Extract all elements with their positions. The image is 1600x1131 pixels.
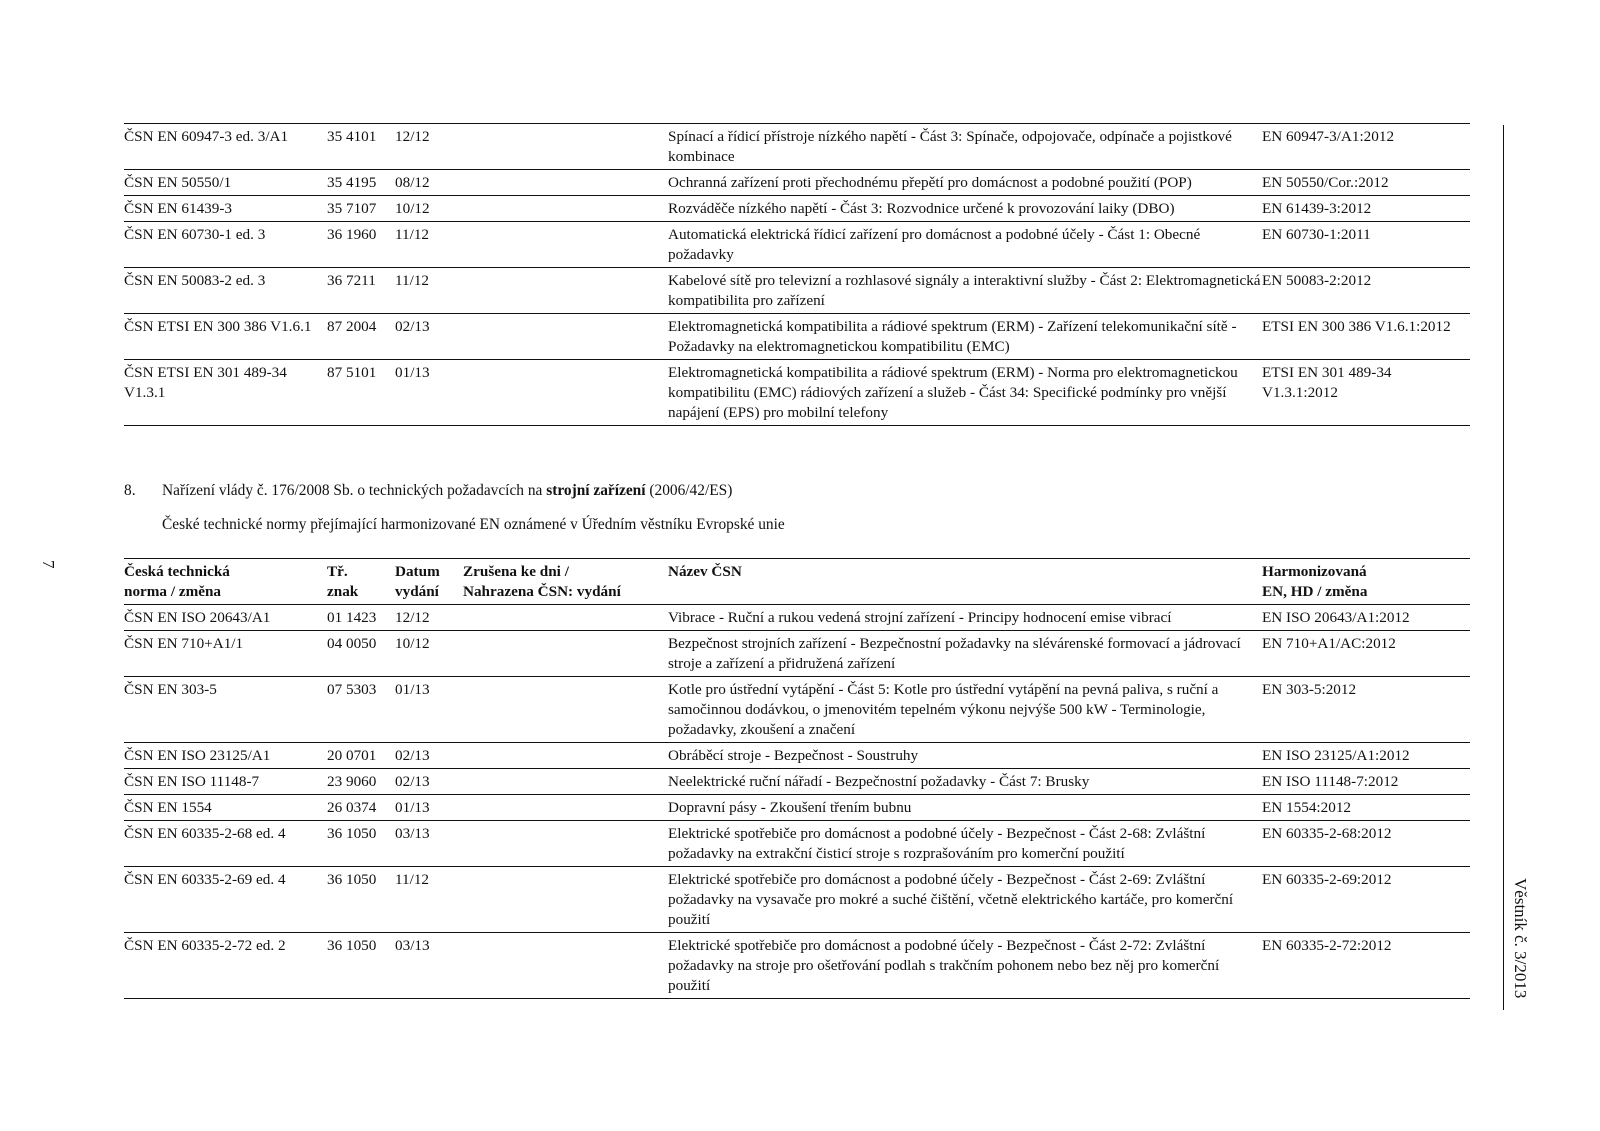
withdrawn-cell xyxy=(463,769,668,795)
withdrawn-cell xyxy=(463,196,668,222)
class-mark-cell: 87 2004 xyxy=(327,314,395,360)
harmonized-cell: EN ISO 20643/A1:2012 xyxy=(1262,605,1470,631)
title-cell: Elektromagnetická kompatibilita a rádiové spektrum (ERM) - Zařízení telekomunikační sítě - Požadavky na elektromagnetickou kompatibilitu (EMC) xyxy=(668,314,1262,360)
date-cell: 01/13 xyxy=(395,360,463,426)
harmonized-cell: EN 710+A1/AC:2012 xyxy=(1262,631,1470,677)
harmonized-cell: EN 1554:2012 xyxy=(1262,795,1470,821)
section-heading xyxy=(124,481,732,501)
harmonized-cell: EN 50083-2:2012 xyxy=(1262,268,1470,314)
date-cell: 10/12 xyxy=(395,196,463,222)
section-subheading: České technické normy přejímající harmonizované EN oznámené v Úředním věstníku Evropské unie xyxy=(162,516,785,533)
withdrawn-cell xyxy=(463,677,668,743)
table-row xyxy=(124,743,1470,769)
date-cell: 12/12 xyxy=(395,124,463,170)
table-row xyxy=(124,268,1470,314)
class-mark-cell: 35 4101 xyxy=(327,124,395,170)
standard-cell: ČSN ETSI EN 301 489-34 V1.3.1 xyxy=(124,360,327,426)
table-row xyxy=(124,222,1470,268)
title-cell: Vibrace - Ruční a rukou vedená strojní zařízení - Principy hodnocení emise vibrací xyxy=(668,605,1262,631)
section-text-after: (2006/42/ES) xyxy=(645,482,733,499)
withdrawn-cell xyxy=(463,867,668,933)
table2-body xyxy=(124,605,1470,999)
section-number: 8. xyxy=(124,482,136,499)
harmonized-cell: EN 61439-3:2012 xyxy=(1262,196,1470,222)
header-harmonized: Harmonizovaná EN, HD / změna xyxy=(1262,559,1470,605)
table-row xyxy=(124,605,1470,631)
title-cell: Dopravní pásy - Zkoušení třením bubnu xyxy=(668,795,1262,821)
standards-table-machinery xyxy=(124,558,1470,999)
class-mark-cell: 87 5101 xyxy=(327,360,395,426)
standards-table-electrical xyxy=(124,123,1470,426)
title-cell: Elektrické spotřebiče pro domácnost a podobné účely - Bezpečnost - Část 2-72: Zvláštní požadavky na stroje pro ošetřování podlah s trakčním pohonem nebo bez něj pro komerční použití xyxy=(668,933,1262,999)
withdrawn-cell xyxy=(463,605,668,631)
table-row xyxy=(124,795,1470,821)
class-mark-cell: 36 1050 xyxy=(327,867,395,933)
withdrawn-cell xyxy=(463,314,668,360)
title-cell: Neelektrické ruční nářadí - Bezpečnostní požadavky - Část 7: Brusky xyxy=(668,769,1262,795)
table-row xyxy=(124,170,1470,196)
standard-cell: ČSN EN 60335-2-68 ed. 4 xyxy=(124,821,327,867)
table-row xyxy=(124,821,1470,867)
title-cell: Elektrické spotřebiče pro domácnost a podobné účely - Bezpečnost - Část 2-69: Zvláštní požadavky na vysavače pro mokré a suché čištění, včetně elektrického kartáče, pro komerční použití xyxy=(668,867,1262,933)
harmonized-cell: ETSI EN 300 386 V1.6.1:2012 xyxy=(1262,314,1470,360)
harmonized-cell: EN 50550/Cor.:2012 xyxy=(1262,170,1470,196)
header-class-mark: Tř. znak xyxy=(327,559,395,605)
withdrawn-cell xyxy=(463,743,668,769)
standard-cell: ČSN EN 60335-2-69 ed. 4 xyxy=(124,867,327,933)
table-row xyxy=(124,933,1470,999)
standard-cell: ČSN EN 50550/1 xyxy=(124,170,327,196)
standard-cell: ČSN EN 60335-2-72 ed. 2 xyxy=(124,933,327,999)
harmonized-cell: EN 60335-2-69:2012 xyxy=(1262,867,1470,933)
harmonized-cell: EN 60730-1:2011 xyxy=(1262,222,1470,268)
class-mark-cell: 36 1960 xyxy=(327,222,395,268)
class-mark-cell: 07 5303 xyxy=(327,677,395,743)
withdrawn-cell xyxy=(463,933,668,999)
class-mark-cell: 23 9060 xyxy=(327,769,395,795)
standard-cell: ČSN EN ISO 11148-7 xyxy=(124,769,327,795)
standard-cell: ČSN EN 1554 xyxy=(124,795,327,821)
date-cell: 01/13 xyxy=(395,795,463,821)
harmonized-cell: EN 303-5:2012 xyxy=(1262,677,1470,743)
section-text-before: Nařízení vlády č. 176/2008 Sb. o technických požadavcích na xyxy=(162,482,547,499)
withdrawn-cell xyxy=(463,124,668,170)
table2-header xyxy=(124,559,1470,605)
date-cell: 12/12 xyxy=(395,605,463,631)
header-date: Datum vydání xyxy=(395,559,463,605)
standard-cell: ČSN EN ISO 23125/A1 xyxy=(124,743,327,769)
withdrawn-cell xyxy=(463,360,668,426)
withdrawn-cell xyxy=(463,170,668,196)
class-mark-cell: 04 0050 xyxy=(327,631,395,677)
header-title: Název ČSN xyxy=(668,559,1262,605)
class-mark-cell: 36 1050 xyxy=(327,821,395,867)
title-cell: Elektrické spotřebiče pro domácnost a podobné účely - Bezpečnost - Část 2-68: Zvláštní požadavky na extrakční čisticí stroje s rozprašováním pro komerční použití xyxy=(668,821,1262,867)
class-mark-cell: 35 7107 xyxy=(327,196,395,222)
title-cell: Bezpečnost strojních zařízení - Bezpečnostní požadavky na slévárenské formovací a jádrovací stroje a zařízení a přidružená zařízení xyxy=(668,631,1262,677)
title-cell: Elektromagnetická kompatibilita a rádiové spektrum (ERM) - Norma pro elektromagnetickou kompatibilitu (EMC) rádiových zařízení a služeb - Část 34: Specifické podmínky pro vnější napájení (EPS) pro mobilní telefony xyxy=(668,360,1262,426)
title-cell: Automatická elektrická řídicí zařízení pro domácnost a podobné účely - Část 1: Obecné požadavky xyxy=(668,222,1262,268)
class-mark-cell: 01 1423 xyxy=(327,605,395,631)
class-mark-cell: 36 1050 xyxy=(327,933,395,999)
date-cell: 02/13 xyxy=(395,743,463,769)
table-row xyxy=(124,867,1470,933)
standard-cell: ČSN EN 60947-3 ed. 3/A1 xyxy=(124,124,327,170)
margin-divider xyxy=(1503,125,1504,1010)
header-withdrawn: Zrušena ke dni / Nahrazena ČSN: vydání xyxy=(463,559,668,605)
standard-cell: ČSN EN 303-5 xyxy=(124,677,327,743)
page-number: 7 xyxy=(39,560,58,569)
title-cell: Kotle pro ústřední vytápění - Část 5: Kotle pro ústřední vytápění na pevná paliva, s ruční a samočinnou dodávkou, o jmenovitém tepelném výkonu nejvýše 500 kW - Terminologie, požadavky, zkoušení a značení xyxy=(668,677,1262,743)
journal-name: Věstník č. 3/2013 xyxy=(1511,878,1530,999)
table-row xyxy=(124,631,1470,677)
section-text-bold: strojní zařízení xyxy=(546,482,646,499)
date-cell: 02/13 xyxy=(395,314,463,360)
title-cell: Rozváděče nízkého napětí - Část 3: Rozvodnice určené k provozování laiky (DBO) xyxy=(668,196,1262,222)
date-cell: 11/12 xyxy=(395,867,463,933)
harmonized-cell: EN ISO 11148-7:2012 xyxy=(1262,769,1470,795)
title-cell: Spínací a řídicí přístroje nízkého napětí - Část 3: Spínače, odpojovače, odpínače a pojistkové kombinace xyxy=(668,124,1262,170)
table-row xyxy=(124,360,1470,426)
table1-body xyxy=(124,124,1470,426)
class-mark-cell: 20 0701 xyxy=(327,743,395,769)
date-cell: 10/12 xyxy=(395,631,463,677)
standard-cell: ČSN EN 710+A1/1 xyxy=(124,631,327,677)
harmonized-cell: EN 60335-2-68:2012 xyxy=(1262,821,1470,867)
class-mark-cell: 26 0374 xyxy=(327,795,395,821)
standard-cell: ČSN ETSI EN 300 386 V1.6.1 xyxy=(124,314,327,360)
withdrawn-cell xyxy=(463,821,668,867)
withdrawn-cell xyxy=(463,268,668,314)
withdrawn-cell xyxy=(463,222,668,268)
standard-cell: ČSN EN 61439-3 xyxy=(124,196,327,222)
date-cell: 01/13 xyxy=(395,677,463,743)
title-cell: Kabelové sítě pro televizní a rozhlasové signály a interaktivní služby - Část 2: Elektromagnetická kompatibilita pro zařízení xyxy=(668,268,1262,314)
standard-cell: ČSN EN 60730-1 ed. 3 xyxy=(124,222,327,268)
title-cell: Ochranná zařízení proti přechodnému přepětí pro domácnost a podobné použití (POP) xyxy=(668,170,1262,196)
harmonized-cell: EN 60947-3/A1:2012 xyxy=(1262,124,1470,170)
table-row xyxy=(124,769,1470,795)
table-row xyxy=(124,677,1470,743)
class-mark-cell: 36 7211 xyxy=(327,268,395,314)
title-cell: Obráběcí stroje - Bezpečnost - Soustruhy xyxy=(668,743,1262,769)
table-row xyxy=(124,124,1470,170)
withdrawn-cell xyxy=(463,631,668,677)
table-row xyxy=(124,196,1470,222)
harmonized-cell: EN 60335-2-72:2012 xyxy=(1262,933,1470,999)
table-row xyxy=(124,314,1470,360)
harmonized-cell: ETSI EN 301 489-34 V1.3.1:2012 xyxy=(1262,360,1470,426)
date-cell: 03/13 xyxy=(395,933,463,999)
date-cell: 08/12 xyxy=(395,170,463,196)
standard-cell: ČSN EN 50083-2 ed. 3 xyxy=(124,268,327,314)
class-mark-cell: 35 4195 xyxy=(327,170,395,196)
header-row xyxy=(124,559,1470,605)
date-cell: 02/13 xyxy=(395,769,463,795)
date-cell: 11/12 xyxy=(395,268,463,314)
withdrawn-cell xyxy=(463,795,668,821)
harmonized-cell: EN ISO 23125/A1:2012 xyxy=(1262,743,1470,769)
date-cell: 03/13 xyxy=(395,821,463,867)
date-cell: 11/12 xyxy=(395,222,463,268)
header-standard: Česká technická norma / změna xyxy=(124,559,327,605)
standard-cell: ČSN EN ISO 20643/A1 xyxy=(124,605,327,631)
